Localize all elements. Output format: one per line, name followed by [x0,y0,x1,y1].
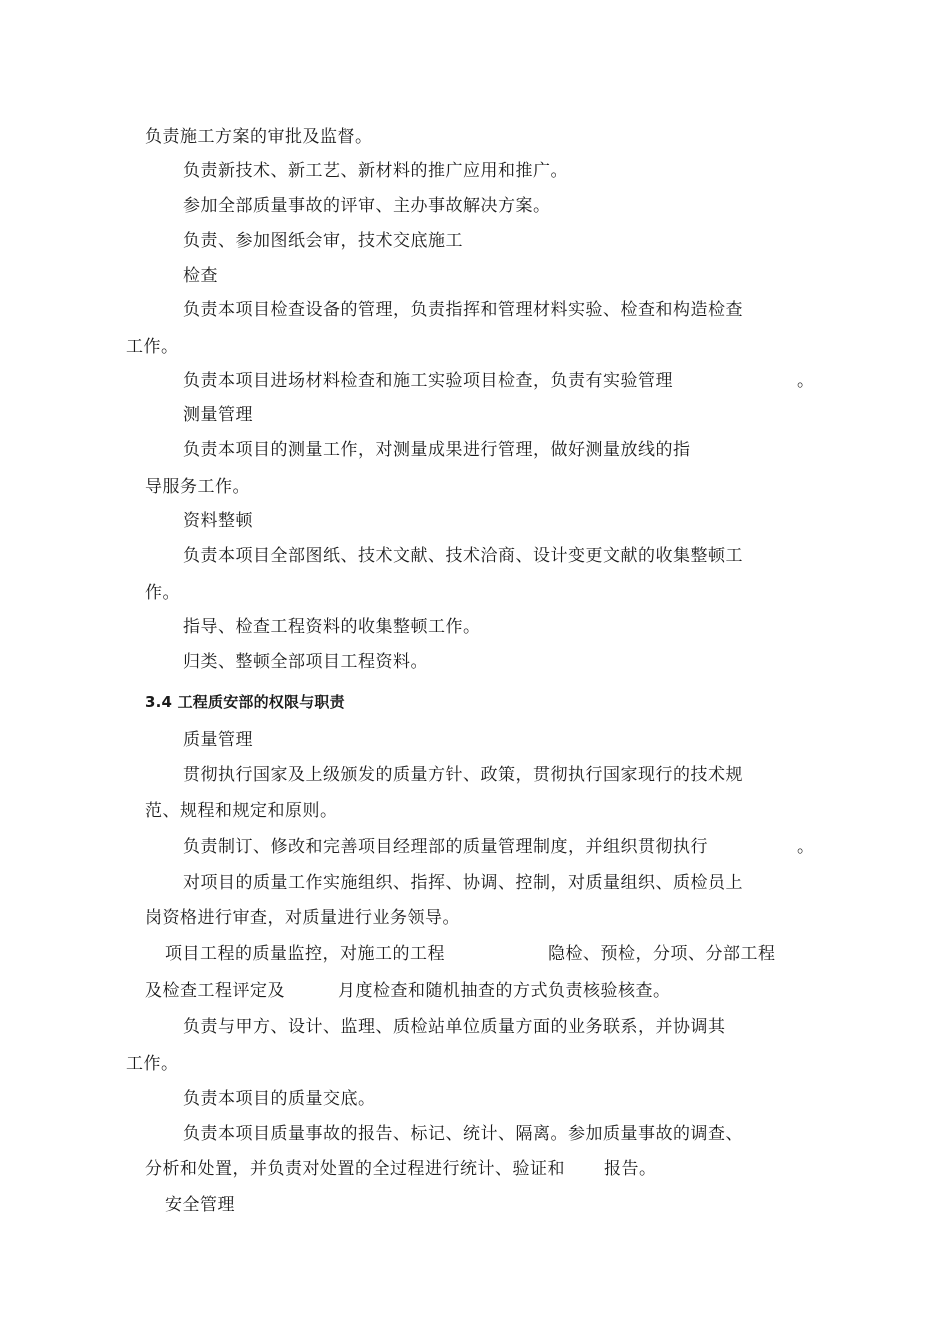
section-heading: 检查 [183,266,218,286]
text-line: 负责本项目进场材料检查和施工实验项目检查，负责有实验管理 [183,371,673,391]
text-line: 对项目的质量工作实施组织、指挥、协调、控制，对质量组织、质检员上 [183,873,743,893]
section-heading: 质量管理 [183,730,253,750]
text-line: 参加全部质量事故的评审、主办事故解决方案。 [183,196,551,216]
chapter-heading: 3.4 工程质安部的权限与职责 [145,693,345,711]
text-line: 负责新技术、新工艺、新材料的推广应用和推广。 [183,161,568,181]
text-line: 负责本项目的质量交底。 [183,1089,376,1109]
text-line: 负责、参加图纸会审，技术交底施工 [183,231,463,251]
text-line: 项目工程的质量监控，对施工的工程 [165,944,445,964]
trailing-period: 。 [797,837,814,857]
text-line: 指导、检查工程资料的收集整顿工作。 [183,617,481,637]
text-line: 作。 [145,583,180,603]
text-line: 负责与甲方、设计、监理、质检站单位质量方面的业务联系，并协调其 [183,1017,726,1037]
section-heading: 资料整顿 [183,511,253,531]
trailing-period: 。 [797,371,814,391]
text-line: 负责施工方案的审批及监督。 [145,127,373,147]
text-line: 范、规程和规定和原则。 [145,801,338,821]
text-line: 分析和处置，并负责对处置的全过程进行统计、验证和 [145,1159,565,1179]
text-line: 负责本项目全部图纸、技术文献、技术洽商、设计变更文献的收集整顿工 [183,546,743,566]
text-line: 及检查工程评定及 [145,981,285,1001]
section-heading: 安全管理 [165,1195,235,1215]
text-line: 导服务工作。 [145,477,250,497]
text-line: 工作。 [126,337,179,357]
text-line: 负责制订、修改和完善项目经理部的质量管理制度，并组织贯彻执行 [183,837,708,857]
text-line: 负责本项目检查设备的管理，负责指挥和管理材料实验、检查和构造检查 [183,300,743,320]
text-line: 岗资格进行审查，对质量进行业务领导。 [145,908,460,928]
text-line: 报告。 [604,1159,657,1179]
text-line: 贯彻执行国家及上级颁发的质量方针、政策，贯彻执行国家现行的技术规 [183,765,743,785]
text-line: 工作。 [126,1054,179,1074]
text-line: 负责本项目的测量工作，对测量成果进行管理，做好测量放线的指 [183,440,691,460]
text-line: 负责本项目质量事故的报告、标记、统计、隔离。参加质量事故的调查、 [183,1124,743,1144]
text-line: 隐检、预检，分项、分部工程 [548,944,776,964]
section-heading: 测量管理 [183,405,253,425]
text-line: 归类、整顿全部项目工程资料。 [183,652,428,672]
text-line: 月度检查和随机抽查的方式负责核验核查。 [338,981,671,1001]
